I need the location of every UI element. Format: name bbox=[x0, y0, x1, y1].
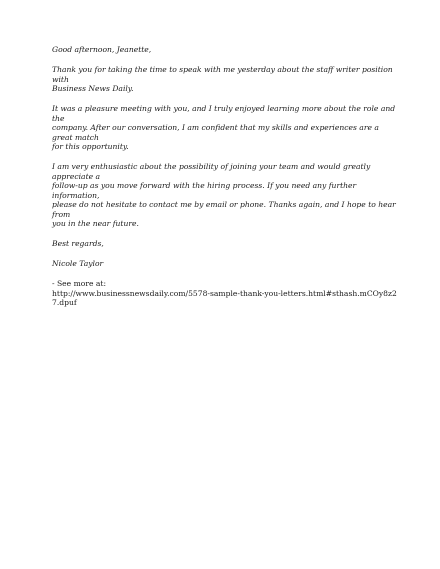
paragraph-pleasure: It was a pleasure meeting with you, and I truly enjoyed learning more about the role and the company. After our conversation, I am confident that my skills and experiences are a great match for this opportunity. bbox=[52, 104, 396, 151]
source-note bbox=[52, 279, 400, 308]
source-url: http://www.businessnewsdaily.com/5578-sample-thank-you-letters.html#sthash.mCOy8z27.dpuf bbox=[52, 288, 397, 307]
signature: Nicole Taylor bbox=[52, 259, 104, 268]
source-prefix: - See more at: bbox=[52, 279, 107, 288]
paragraph-thank-you: Thank you for taking the time to speak with me yesterday about the staff writer position with Business News Daily. bbox=[52, 65, 393, 93]
closing: Best regards, bbox=[52, 239, 104, 248]
paragraph-enthusiasm: I am very enthusiastic about the possibility of joining your team and would greatly appreciate a follow-up as you move forward with the hiring process. If you need any further information, please do not hesitate to contact me by email or phone. Thanks again, and I hope to hear from you in the near future. bbox=[52, 162, 396, 228]
greeting: Good afternoon, Jeanette, bbox=[52, 45, 152, 54]
